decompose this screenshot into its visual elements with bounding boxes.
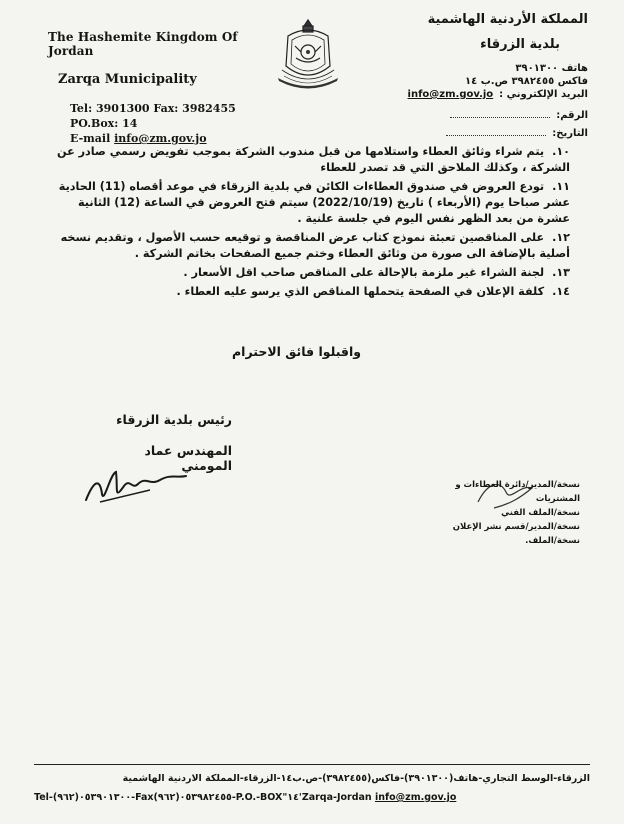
item-number: ١١. [552,180,570,193]
list-item [50,230,570,262]
footer-contact-en: Tel-(٩٦٢)٠٥٣٩٠١٣٠٠-Fax(٩٦٢)٠٥٣٩٨٢٤٥٥-P.O.-BOX"١٤'Zarqa-Jordan [34,792,372,803]
fax-box-ar: فاكس ٣٩٨٢٤٥٥ ص.ب ١٤ [465,76,588,87]
footer-divider [34,764,590,765]
item-number: ١٠. [552,145,570,158]
municipality-name-en: Zarqa Municipality [58,72,197,87]
item-text: تودع العروض في صندوق العطاءات الكائن في بلدية الزرقاء في موعد أقصاه (11) الحادية عشر صباحا يوم (الأربعاء ) تاريخ (2022/10/19) سيتم فتح العروض في الساعة (12) الثانية عشرة من بعد الظهر نفس اليوم في جلسة علنية . [58,180,570,225]
closing-salutation: واقبلوا فائق الاحترام [232,344,362,359]
cc-line: نسخة/الملف. [525,536,580,546]
municipality-name-ar: بلدية الزرقاء [480,37,560,52]
signatory-title: رئيس بلدية الزرقاء [116,412,232,427]
list-item [50,144,570,176]
ref-dotted-line [450,109,550,118]
ref-number-field [388,107,588,125]
contact-info-en [70,101,268,146]
item-text: يتم شراء وثائق العطاء واستلامها من قبل مندوب الشركة بموجب تفويض رسمي صادر عن الشركة ، وكذلك الملاحق التي قد تصدر للعطاء [57,145,570,174]
date-dotted-line [446,127,546,136]
phone-ar: هاتف ٣٩٠١٣٠٠ [515,63,588,74]
tender-terms-list [50,144,570,303]
letter-footer [34,764,590,806]
email-row-ar [388,88,588,101]
item-text: على المناقصين تعبئة نموذج كتاب عرض المناقصة و توقيعه حسب الأصول ، وتقديم نسخه أصلية بالإضافة الى صورة من وثائق العطاء وختم جميع الصفحات بخاتم الشركة . [60,231,570,260]
email-link-en[interactable]: info@zm.gov.jo [114,132,207,145]
email-label-en: E-mail [70,132,111,145]
english-letterhead [48,30,268,146]
footer-email-link[interactable]: info@zm.gov.jo [375,792,457,803]
cc-line: نسخة/المدير/قسم نشر الإعلان [452,522,580,532]
date-field [388,125,588,143]
footer-address-ar: الزرقاء-الوسط التجاري-هاتف(٣٩٠١٣٠٠)-فاكس(٣٩٨٢٤٥٥)-ص.ب١٤-الزرقاء-المملكة الاردنية الهاشمية [122,773,590,784]
handwritten-signature-icon [80,460,190,510]
item-number: ١٢. [552,231,570,244]
list-item [50,179,570,227]
tel-fax-en: Tel: 3901300 Fax: 3982455 [70,102,236,115]
email-link-ar[interactable]: info@zm.gov.jo [407,89,494,100]
list-item [50,284,570,300]
item-text: لجنة الشراء غير ملزمة بالإحالة على المناقص صاحب اقل الأسعار . [183,266,545,279]
cc-line: نسخة/الملف الفني [501,508,580,518]
cc-line: نسخة/المدير/دائرة العطاءات و المشتريات [455,480,580,504]
email-label-ar: البريد الإلكتروني : [499,89,588,100]
item-text: كلفة الإعلان في الصفحة يتحملها المناقص الذي يرسو عليه العطاء . [176,285,545,298]
kingdom-name-ar: المملكة الأردنية الهاشمية [427,12,588,27]
arabic-letterhead [388,12,588,143]
kingdom-name-en: The Hashemite Kingdom Of Jordan [48,30,238,58]
list-item [50,265,570,281]
date-label: التاريخ: [552,128,588,139]
signatory-name: المهندس عماد المومني [144,443,232,473]
copies-list [410,478,580,548]
footer-address-en [34,790,590,806]
ref-label: الرقم: [556,110,588,121]
pobox-en: PO.Box: 14 [70,117,138,130]
item-number: ١٤. [552,285,570,298]
item-number: ١٣. [552,266,570,279]
jordan-crest-icon [268,14,348,94]
